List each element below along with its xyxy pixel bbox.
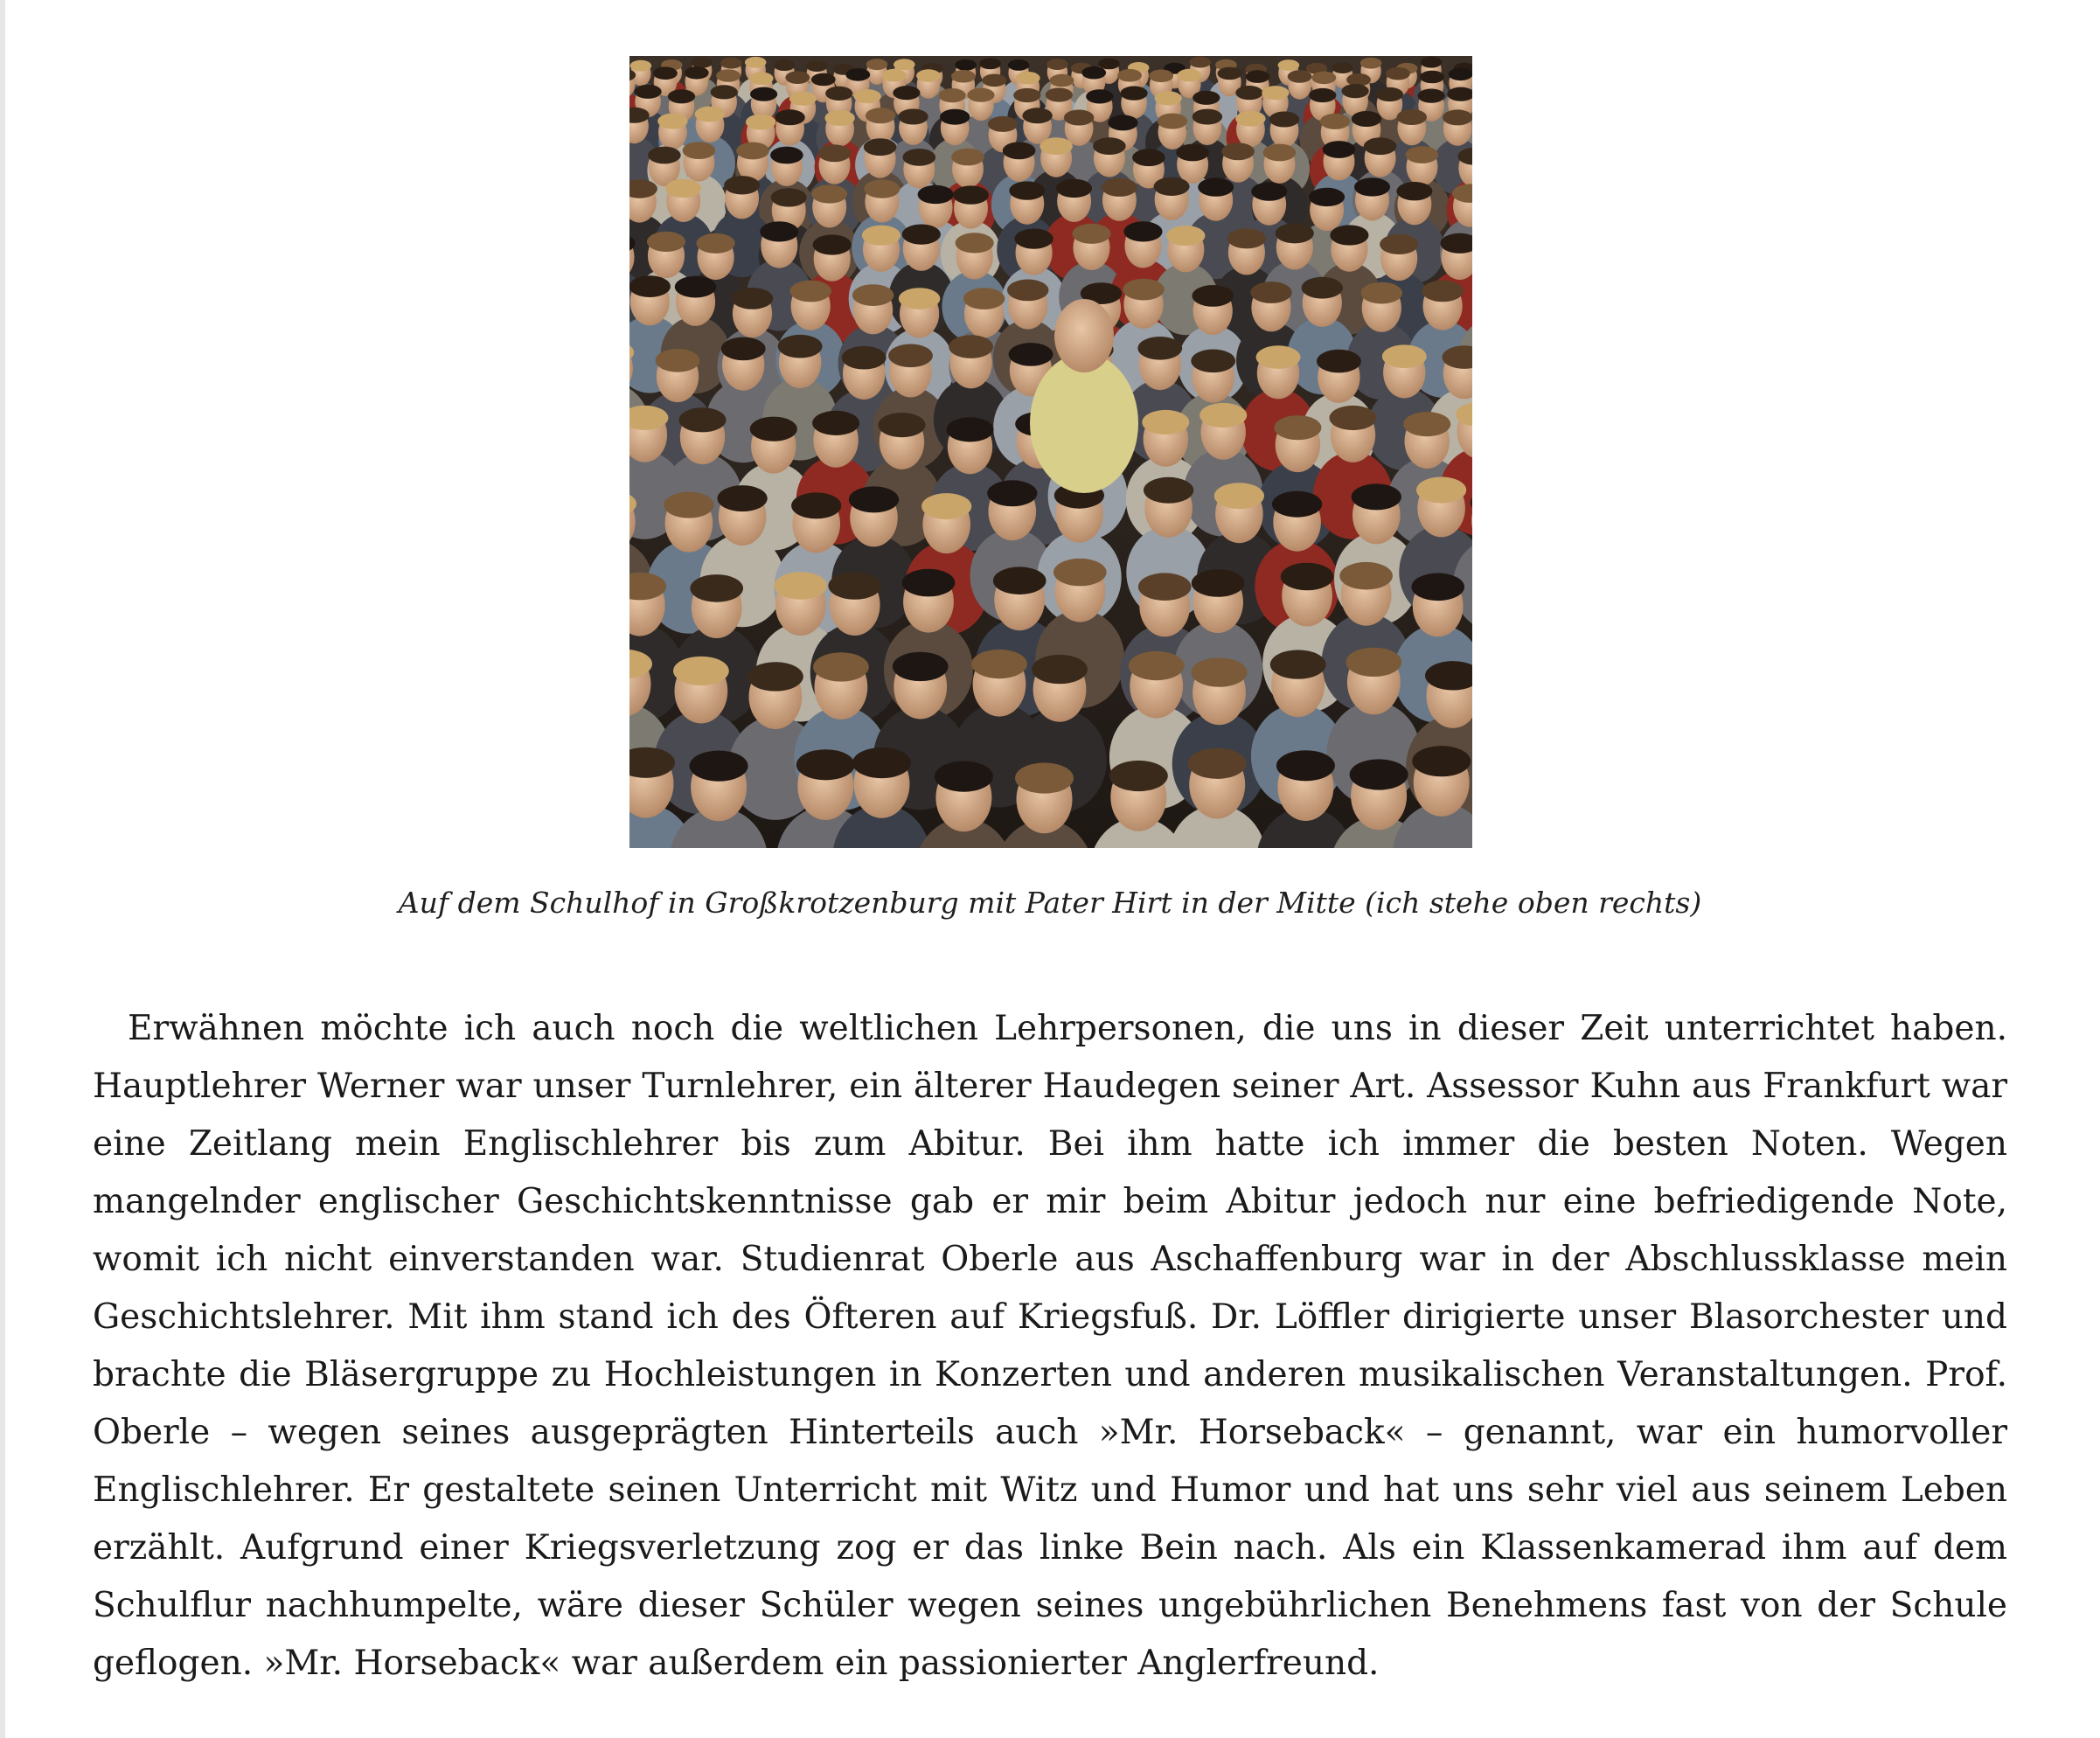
person-hair	[774, 59, 796, 71]
person-hair	[675, 276, 716, 298]
person-hair	[1386, 67, 1410, 80]
person-hair	[811, 73, 836, 87]
person-hair	[653, 67, 678, 80]
person-hair	[697, 233, 735, 254]
person-hair	[1342, 84, 1369, 98]
person-hair	[1008, 59, 1030, 71]
person-hair	[1449, 68, 1472, 81]
person-hair	[806, 60, 828, 72]
person-hair	[1350, 759, 1408, 789]
person-hair	[1274, 415, 1321, 440]
person-hair	[1235, 111, 1265, 127]
person-hair	[812, 411, 859, 435]
person-hair	[1250, 282, 1291, 303]
person-hair	[1269, 112, 1299, 128]
person-hair	[749, 72, 774, 85]
person-hair	[1276, 223, 1314, 243]
person-hair	[1123, 221, 1162, 241]
person-hair	[1191, 350, 1235, 373]
person-hair	[720, 58, 742, 69]
person-hair	[1288, 70, 1312, 83]
central-figure-face	[1054, 299, 1114, 372]
person-hair	[1380, 234, 1418, 254]
person-hair	[1403, 412, 1450, 436]
person-hair	[1192, 569, 1245, 597]
person-hair	[1032, 655, 1088, 684]
person-hair	[1189, 57, 1211, 68]
person-hair	[745, 57, 767, 68]
person-hair	[1064, 110, 1094, 126]
person-hair	[947, 417, 994, 441]
person-hair	[683, 142, 716, 159]
person-hair	[1309, 188, 1345, 206]
person-hair	[956, 233, 994, 253]
person-hair	[1192, 657, 1248, 686]
person-hair	[1198, 177, 1234, 196]
person-hair	[1003, 142, 1036, 159]
person-hair	[852, 284, 894, 306]
person-hair	[1016, 72, 1040, 85]
crowd	[629, 57, 1472, 848]
person-hair	[940, 109, 970, 125]
person-hair	[1397, 109, 1427, 125]
person-hair	[921, 493, 971, 519]
person-hair	[790, 281, 831, 302]
person-hair	[679, 407, 727, 432]
person-hair	[1396, 182, 1432, 200]
person-hair	[979, 58, 1001, 69]
person-hair	[1443, 109, 1472, 125]
person-hair	[1406, 146, 1439, 163]
person-hair	[1040, 137, 1073, 155]
person-hair	[721, 337, 766, 361]
person-hair	[902, 569, 956, 597]
person-hair	[789, 92, 817, 106]
person-hair	[1108, 115, 1137, 130]
person-hair	[785, 71, 810, 84]
photo-illustration	[629, 56, 1472, 848]
person-hair	[1123, 279, 1164, 301]
person-hair	[1132, 149, 1165, 166]
person-hair	[1311, 72, 1336, 85]
person-hair	[648, 147, 681, 164]
person-hair	[902, 225, 941, 245]
person-hair	[951, 70, 976, 83]
person-hair	[1158, 114, 1187, 129]
person-hair	[899, 288, 940, 309]
person-hair	[813, 234, 852, 254]
person-hair	[1339, 562, 1393, 590]
person-hair	[775, 109, 804, 125]
person-hair	[1270, 650, 1326, 678]
person-hair	[665, 179, 701, 198]
person-hair	[1154, 177, 1190, 196]
person-hair	[691, 57, 713, 68]
person-hair	[746, 115, 775, 130]
person-hair	[1360, 58, 1382, 69]
person-hair	[825, 87, 852, 101]
person-hair	[862, 226, 900, 246]
person-hair	[736, 143, 769, 160]
person-hair	[770, 147, 803, 164]
person-hair	[988, 116, 1018, 132]
person-hair	[963, 288, 1005, 309]
person-hair	[811, 184, 847, 203]
person-hair	[918, 185, 954, 204]
person-hair	[1278, 59, 1300, 71]
person-hair	[1276, 750, 1335, 781]
person-hair	[760, 221, 798, 241]
person-hair	[987, 480, 1037, 506]
person-hair	[1418, 89, 1445, 103]
person-hair	[1412, 746, 1471, 776]
person-hair	[1262, 86, 1289, 100]
person-hair	[1281, 563, 1334, 591]
person-hair	[1137, 337, 1182, 360]
person-hair	[1129, 651, 1185, 680]
person-hair	[1317, 350, 1361, 373]
person-hair	[967, 88, 994, 102]
person-hair	[685, 66, 709, 80]
person-hair	[1142, 410, 1189, 434]
person-hair	[1332, 62, 1353, 73]
person-hair	[1050, 74, 1074, 87]
person-hair	[1382, 344, 1427, 368]
person-hair	[1177, 69, 1201, 82]
person-hair	[690, 574, 743, 602]
person-hair	[1007, 280, 1048, 302]
person-hair	[1081, 66, 1106, 80]
person-hair	[824, 110, 854, 126]
person-hair	[1411, 574, 1464, 601]
person-hair	[1015, 762, 1074, 793]
person-hair	[888, 344, 933, 368]
person-hair	[854, 89, 881, 103]
person-hair	[750, 417, 797, 441]
person-hair	[1138, 573, 1192, 601]
person-hair	[1420, 71, 1444, 84]
person-hair	[778, 335, 823, 358]
person-hair	[894, 59, 915, 70]
person-hair	[1193, 109, 1222, 125]
person-hair	[1047, 59, 1068, 70]
person-hair	[949, 335, 993, 358]
person-hair	[955, 59, 977, 71]
person-hair	[1246, 70, 1270, 83]
person-hair	[771, 188, 807, 206]
person-hair	[935, 761, 993, 792]
person-hair	[879, 413, 926, 437]
person-hair	[893, 86, 920, 100]
person-hair	[1361, 282, 1402, 304]
person-hair	[1155, 91, 1182, 105]
person-hair	[1193, 285, 1234, 307]
group-photo-icon	[629, 56, 1472, 848]
person-hair	[1309, 88, 1336, 102]
person-hair	[1193, 91, 1220, 105]
person-hair	[1098, 59, 1120, 70]
person-hair	[864, 138, 897, 156]
person-hair	[982, 74, 1006, 87]
person-hair	[1166, 226, 1205, 246]
person-hair	[695, 107, 725, 122]
person-hair	[1330, 406, 1377, 430]
person-hair	[898, 109, 928, 125]
person-hair	[1072, 224, 1110, 244]
person-hair	[1323, 141, 1356, 158]
person-hair	[1149, 70, 1173, 83]
person-hair	[916, 69, 941, 82]
person-hair	[1009, 343, 1053, 366]
person-hair	[732, 288, 773, 309]
person-hair	[1144, 477, 1193, 504]
person-hair	[1422, 281, 1463, 302]
person-hair	[893, 652, 949, 681]
person-hair	[1013, 88, 1040, 102]
person-hair	[1176, 144, 1209, 162]
person-hair	[1352, 111, 1381, 127]
person-hair	[716, 69, 741, 82]
person-hair	[1009, 181, 1045, 199]
person-hair	[1256, 345, 1301, 369]
person-hair	[1346, 648, 1401, 677]
person-hair	[668, 89, 695, 103]
person-hair	[852, 747, 911, 778]
person-hair	[774, 572, 827, 600]
person-hair	[796, 749, 855, 780]
person-hair	[711, 85, 738, 99]
person-hair	[1102, 178, 1137, 197]
person-hair	[1117, 69, 1142, 82]
person-hair	[882, 69, 907, 82]
person-hair	[1121, 87, 1148, 101]
person-hair	[828, 572, 881, 600]
person-hair	[1364, 137, 1397, 155]
person-hair	[903, 149, 936, 166]
person-hair	[1352, 483, 1401, 510]
person-hair	[953, 185, 989, 204]
person-hair	[724, 176, 760, 194]
person-hair	[1251, 182, 1287, 200]
person-hair	[1214, 483, 1264, 509]
person-hair	[630, 60, 652, 72]
person-hair	[750, 87, 777, 101]
person-hair	[748, 662, 803, 691]
person-hair	[1053, 559, 1107, 587]
person-hair	[1416, 477, 1466, 504]
person-hair	[1093, 137, 1126, 155]
person-hair	[1320, 114, 1350, 129]
person-hair	[1218, 67, 1242, 80]
person-hair	[1376, 87, 1403, 101]
person-hair	[1354, 177, 1390, 196]
person-hair	[1227, 228, 1266, 248]
person-hair	[1200, 403, 1247, 428]
person-hair	[656, 349, 700, 372]
person-hair	[1022, 108, 1052, 123]
person-hair	[1109, 761, 1168, 791]
person-hair	[791, 492, 841, 518]
person-hair	[690, 751, 748, 782]
person-hair	[1421, 57, 1443, 68]
body-paragraph: Erwähnen möchte ich auch noch die weltlichen Lehrpersonen, die uns in dieser Zeit unterrichtet haben. Hauptlehrer Werner war unser Turnlehrer, ein älterer Haudegen seiner Art. Assessor Kuhn aus Frankfurt war eine Zeitlang mein Englischlehrer bis zum Abitur. Bei ihm hatte ich immer die besten Noten. Wegen mangelnder englischer Geschichtskenntnisse gab er mir beim Abitur jedoch nur eine befriedigende Note, womit ich nicht einverstanden war. Studienrat Oberle aus Aschaffenburg war in der Abschlussklasse mein Geschichtslehrer. Mit ihm stand ich des Öfteren auf Kriegsfuß. Dr. Löffler dirigierte unser Blasorchester und brachte die Bläsergruppe zu Hochleistungen in Konzerten und anderen musikalischen Veranstaltungen. Prof. Oberle – wegen seines ausgeprägten Hinterteils auch »Mr. Horseback« – genannt, war ein humorvoller Englischlehrer. Er gestaltete seinen Unterricht mit Witz und Humor und hat uns sehr viel aus seinem Leben erzählt. Aufgrund einer Kriegsverletzung zog er das linke Bein nach. Als ein Klassenkamerad ihm auf dem Schulflur nachhumpelte, wäre dieser Schüler wegen seines ungebührlichen Benehmens fast von der Schule geflogen. »Mr. Horseback« war außerdem ein passionierter Anglerfreund.	[93, 1009, 2007, 1683]
person-hair	[845, 68, 870, 81]
person-hair	[1015, 229, 1053, 249]
person-hair	[818, 144, 852, 162]
person-hair	[866, 59, 888, 70]
figure-caption: Auf dem Schulhof in Großkrotzenburg mit Pater Hirt in der Mitte (ich stehe oben rechts)	[398, 886, 1702, 920]
person-hair	[1263, 144, 1297, 162]
person-hair	[647, 232, 685, 252]
person-hair	[1330, 225, 1368, 245]
person-hair	[993, 567, 1047, 594]
person-hair	[1046, 87, 1073, 101]
person-hair	[635, 85, 662, 99]
person-hair	[1086, 89, 1113, 103]
person-hair	[1302, 277, 1343, 299]
person-hair	[1272, 491, 1322, 518]
person-hair	[673, 657, 729, 685]
person-hair	[813, 652, 869, 681]
person-hair	[1188, 748, 1247, 779]
person-hair	[971, 650, 1027, 678]
person-hair	[951, 149, 984, 166]
person-hair	[664, 492, 713, 518]
person-hair	[657, 114, 687, 129]
person-hair	[866, 108, 895, 123]
person-hair	[718, 485, 768, 511]
person-hair	[849, 486, 899, 512]
person-hair	[1056, 179, 1092, 198]
person-hair	[1235, 86, 1262, 100]
person-hair	[939, 88, 966, 102]
person-hair	[1221, 143, 1255, 160]
central-figure-jacket	[1030, 353, 1138, 493]
person-hair	[864, 179, 900, 198]
person-hair	[842, 346, 887, 370]
person-hair	[629, 275, 671, 297]
